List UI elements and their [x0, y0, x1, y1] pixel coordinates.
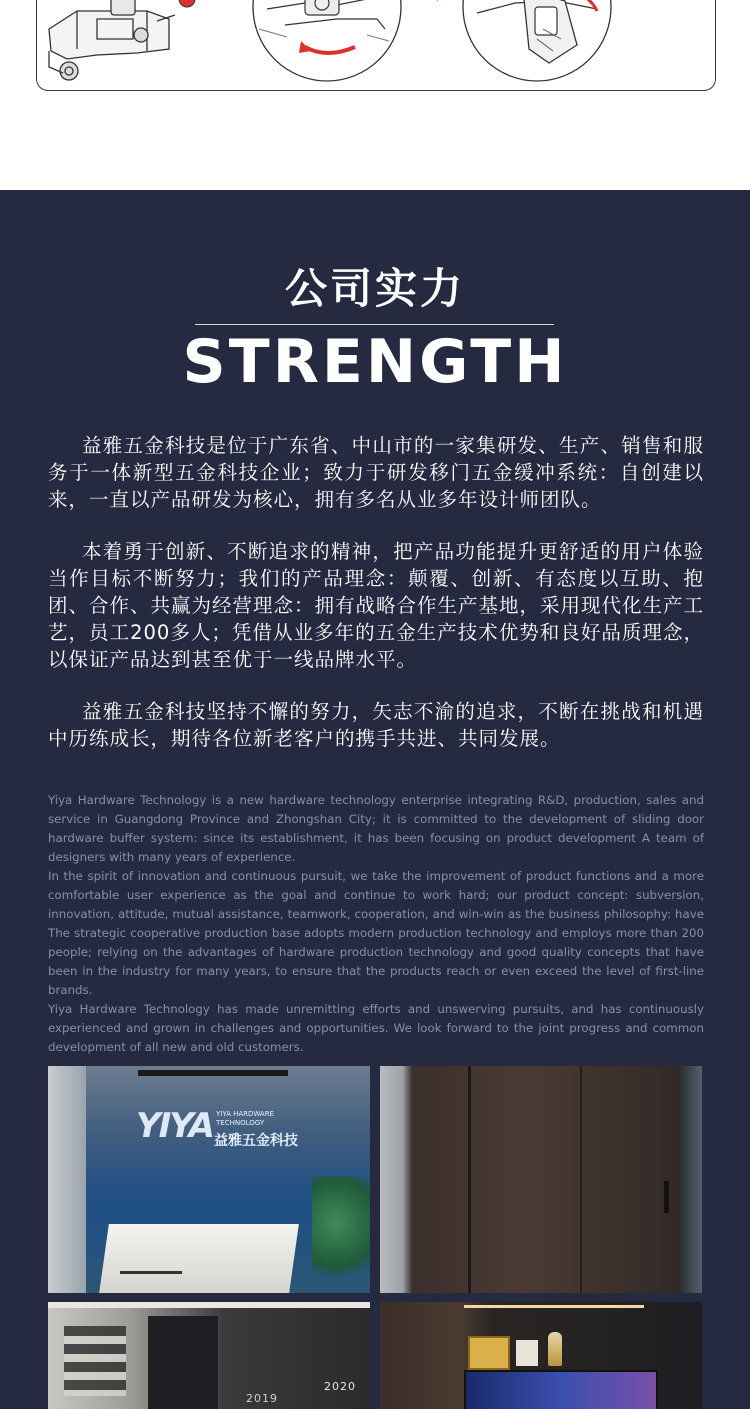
sliding-doors-photo: [380, 1066, 702, 1293]
display-wall-photo: [380, 1302, 702, 1409]
installation-diagram: [37, 0, 716, 91]
door-seam: [580, 1066, 582, 1293]
wall-number-2019: 2019: [246, 1392, 278, 1405]
potted-plant: [312, 1176, 370, 1293]
trophy-icon: [548, 1332, 562, 1366]
title-divider: [195, 324, 554, 325]
intro-paragraph-en-2: In the spirit of innovation and continuous pursuit, we take the improvement of product functions and a more comfortable user experience as the goal and continue to work hard; our product concept: subversion, innovation, attitude, mutual assistance, teamwork, cooperation, and win-win as the business philosophy: have The strategic cooperative production base adopts modern production technology and employs more than 200 people; relying on the advantages of hardware production technology and good quality concepts that have been in the industry for many years, to ensure that the products reach or even exceed the level of first-line brands.: [48, 869, 704, 997]
door-handle: [664, 1181, 669, 1213]
red-marker-icon: [179, 0, 195, 7]
door-seam: [468, 1066, 471, 1293]
showroom-photo: [48, 1302, 370, 1409]
logo-text-en-line1: YIYA HARDWARE: [216, 1110, 275, 1118]
award-plaque: [468, 1336, 510, 1370]
ceiling-track-light: [138, 1070, 288, 1076]
product-illustration-band: [0, 0, 750, 190]
right-arrow-icon: [415, 0, 451, 1]
intro-paragraph-cn-1: 益雅五金科技是位于广东省、中山市的一家集研发、生产、销售和服务于一体新型五金科技企业；致力于研发移门五金缓冲系统：自创建以来，一直以产品研发为核心，拥有多名从业多年设计师团队。: [48, 434, 704, 511]
display-column: [148, 1316, 218, 1409]
section-title-cn: 公司实力: [284, 264, 465, 313]
installation-diagram-frame: [36, 0, 716, 91]
certificate-frame: [516, 1340, 538, 1366]
shelf-light: [464, 1305, 644, 1308]
wall-number-2020: 2020: [324, 1380, 356, 1393]
section-title-en: STRENGTH: [182, 327, 568, 397]
detail-circle-2: [463, 0, 611, 81]
detail-circle-1: [253, 0, 401, 81]
intro-paragraph-en-3: Yiya Hardware Technology has made unremitting efforts and unswerving pursuits, and has continuously experienced and grown in challenges and opportunities. We look forward to the joint progress and common development of all new and old customers.: [48, 1002, 704, 1054]
desk-handle: [120, 1271, 182, 1274]
logo-text-en: [216, 1110, 274, 1128]
tv-screen: [464, 1370, 658, 1409]
wall-edge: [48, 1066, 86, 1293]
intro-paragraph-cn-2: 本着勇于创新、不断追求的精神，把产品功能提升更舒适的用户体验当作目标不断努力；我们的产品理念：颠覆、创新、有态度以互助、抱团、合作、共赢为经营理念：拥有战略合作生产基地，采用现代化生产工艺，员工200多人；凭借从业多年的五金生产技术优势和良好品质理念，以保证产品达到甚至优于一线品牌水平。: [48, 540, 705, 671]
logo-text-cn: 益雅五金科技: [214, 1133, 298, 1149]
window-edge: [680, 1066, 702, 1293]
product-display-shelf: [64, 1326, 126, 1396]
company-strength-section: [0, 190, 750, 1409]
reception-photo: [48, 1066, 370, 1293]
ceiling-light-strip: [48, 1302, 370, 1308]
intro-paragraph-en-1: Yiya Hardware Technology is a new hardware technology enterprise integrating R&D, production, sales and service in Guangdong Province and Zhongshan City; it is committed to the development of sliding door hardware buffer system: since its establishment, it has been focusing on product development A team of designers with many years of experience.: [48, 793, 704, 864]
logo-text-en-line2: TECHNOLOGY: [216, 1119, 265, 1127]
reception-desk: [99, 1224, 299, 1293]
intro-paragraph-cn-3: 益雅五金科技坚持不懈的努力，矢志不渝的追求，不断在挑战和机遇中历练成长，期待各位新老客户的携手共进、共同发展。: [48, 700, 704, 750]
roller-carriage-drawing: [49, 0, 175, 80]
company-logo-mark: YIYA: [136, 1106, 213, 1146]
intro-text-en: [48, 791, 704, 1057]
